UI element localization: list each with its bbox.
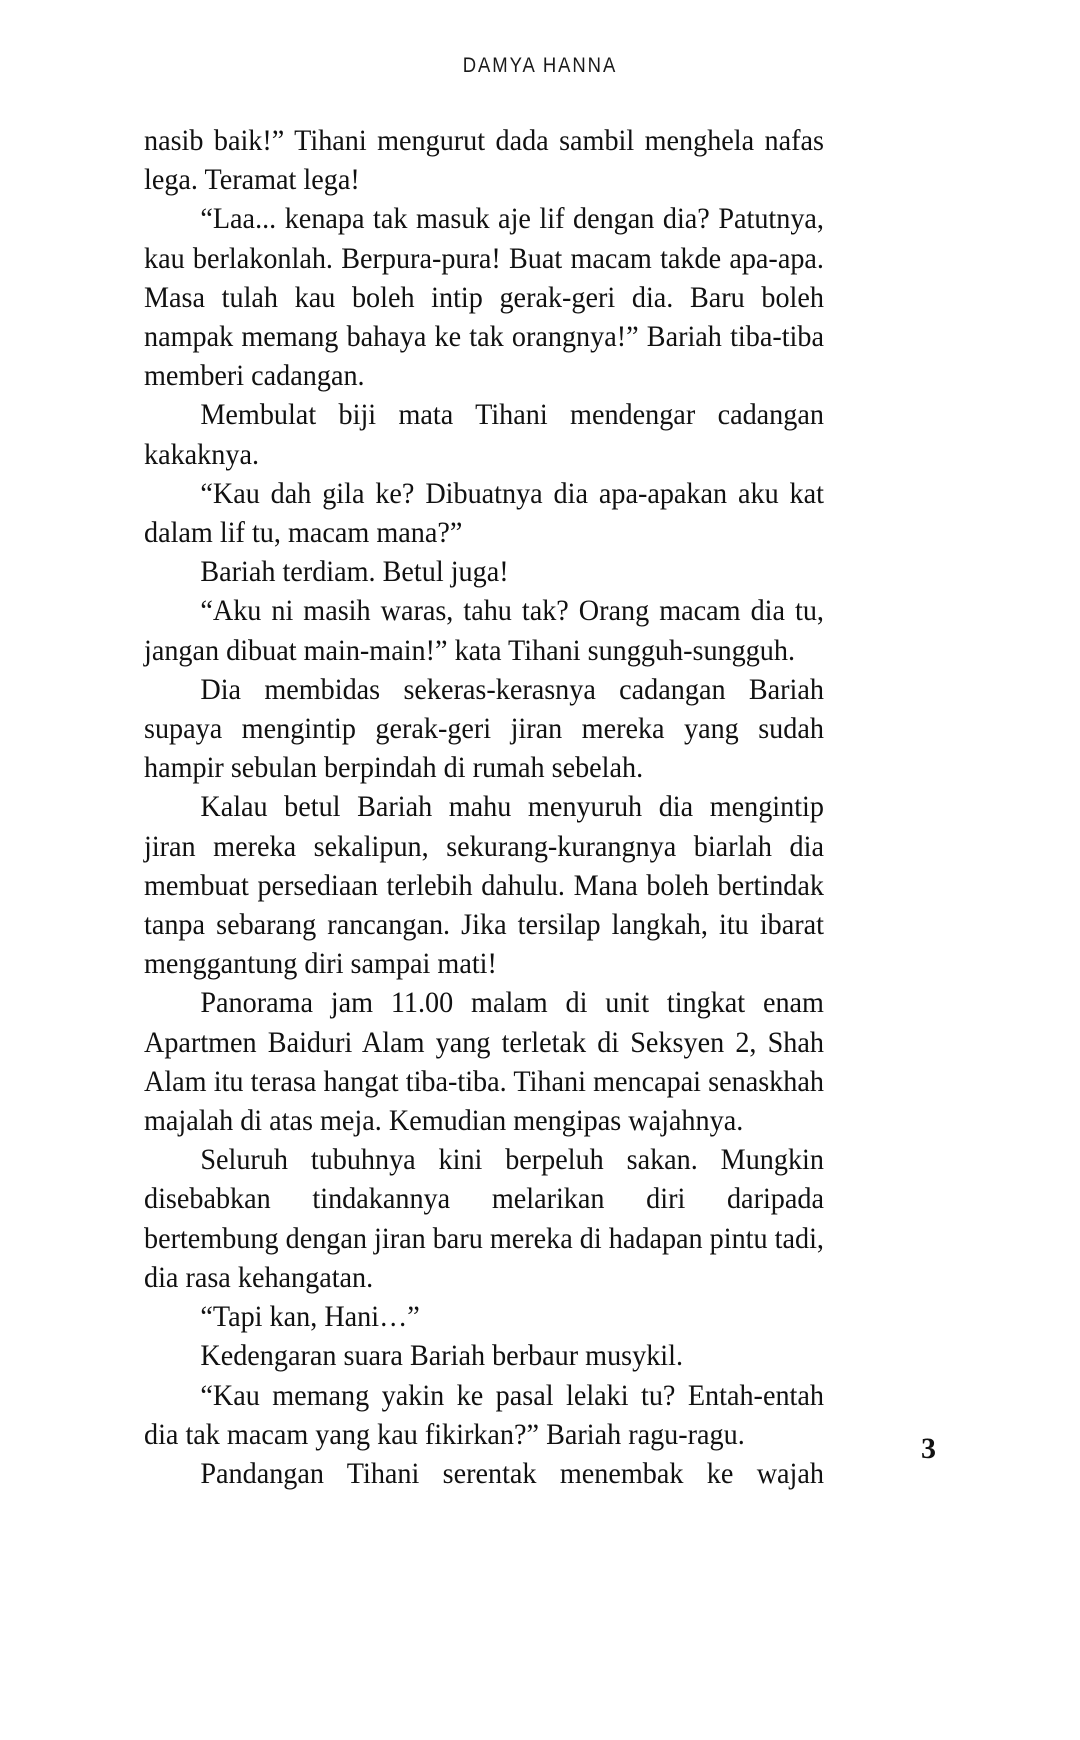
paragraph: “Aku ni masih waras, tahu tak? Orang macam dia tu, jangan dibuat main-main!” kata Tihani sungguh-sungguh. xyxy=(144,595,824,667)
paragraph: “Kau memang yakin ke pasal lelaki tu? Entah-entah dia tak macam yang kau fikirkan?” Bariah ragu-ragu. xyxy=(144,1379,824,1451)
paragraph: Bariah terdiam. Betul juga! xyxy=(200,556,509,589)
paragraph: Pandangan Tihani serentak menembak ke wajah xyxy=(200,1457,824,1490)
paragraph: nasib baik!” Tihani mengurut dada sambil menghela nafas lega. Teramat lega! xyxy=(144,125,824,197)
paragraph: “Laa... kenapa tak masuk aje lif dengan dia? Patutnya, kau berlakonlah. Berpura-pura! Buat macam takde apa-apa. Masa tulah kau boleh intip gerak-geri dia. Baru boleh nampak memang bahaya ke tak orangnya!” Bariah tiba-tiba memberi cadangan. xyxy=(144,203,824,393)
paragraph: “Kau dah gila ke? Dibuatnya dia apa-apakan aku kat dalam lif tu, macam mana?” xyxy=(144,477,824,550)
paragraph: Panorama jam 11.00 malam di unit tingkat enam Apartmen Baiduri Alam yang terletak di Seksyen 2, Shah Alam itu terasa hangat tiba-tiba. Tihani mencapai senaskhah majalah di atas meja. Kemudian mengipas wajahnya. xyxy=(144,987,824,1138)
paragraph: Kalau betul Bariah mahu menyuruh dia mengintip jiran mereka sekalipun, sekurang-kurangnya biarlah dia membuat persediaan terlebih dahulu. Mana boleh bertindak tanpa sebarang rancangan. Jika tersilap langkah, itu ibarat menggantung diri sampai mati! xyxy=(144,791,824,981)
paragraph: Kedengaran suara Bariah berbaur musykil. xyxy=(200,1340,684,1373)
paragraph: “Tapi kan, Hani…” xyxy=(200,1301,420,1334)
running-head: DAMYA HANNA xyxy=(462,54,618,77)
paragraph: Seluruh tubuhnya kini berpeluh sakan. Mungkin disebabkan tindakannya melarikan diri daripada bertembung dengan jiran baru mereka di hadapan pintu tadi, dia rasa kehangatan. xyxy=(144,1144,824,1294)
paragraph: Membulat biji mata Tihani mendengar cadangan kakaknya. xyxy=(144,399,824,471)
paragraph: Dia membidas sekeras-kerasnya cadangan Bariah supaya mengintip gerak-geri jiran mereka yang sudah hampir sebulan berpindah di rumah sebelah. xyxy=(144,673,824,785)
page-number: 3 xyxy=(921,1432,936,1465)
body-text-block xyxy=(144,122,856,1494)
